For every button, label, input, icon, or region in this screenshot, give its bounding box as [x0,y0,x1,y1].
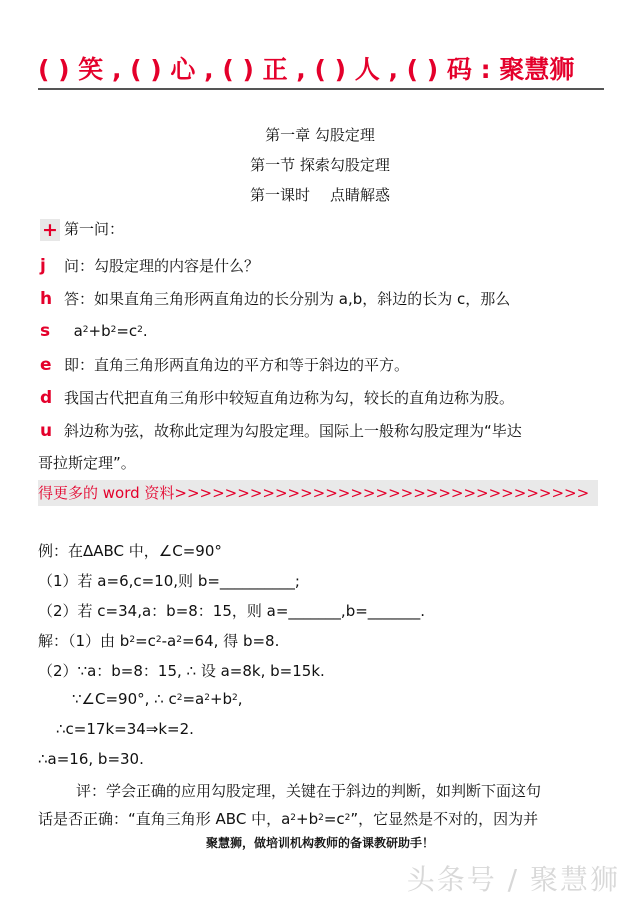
example-line: 例：在ΔABC 中，∠C=90° [38,542,222,560]
solution-line: 解：（1）由 $b^2=c^2-a^2=64$, 得 b=8. [38,632,280,650]
solution-line: ∴c=17k=34⇒k=2. [56,720,194,738]
divider [38,88,604,90]
bullet-mark: h [40,289,53,309]
bullet-mark: e [40,355,52,375]
lesson-label: 第一课时 [249,186,310,204]
explain-line-1: e 即：直角三角形两直角边的平方和等于斜边的平方。 [40,355,410,375]
solution-line: ∵∠C=90°, ∴ $c^2=a^2+b^2$, [72,690,243,708]
banner-title: ( ) 笑 , ( ) 心 , ( ) 正 , ( ) 人 , ( ) 码 : 聚慧狮 [38,55,575,84]
bullet-mark: s [40,321,51,341]
explain-line-2: d 我国古代把直角三角形中较短直角边称为勾，较长的直角边称为股。 [40,388,515,408]
lesson-subtitle: 点睛解惑 [330,186,391,204]
watermark: 头条号 / 聚慧狮 [406,863,620,896]
formula-line [40,321,148,341]
example-line: （1）若 a=6,c=10,则 b=__________; [38,572,300,590]
question-line [40,255,259,276]
solution-line: ∴a=16, b=30. [38,750,144,768]
chapter-title: 第一章 勾股定理 [265,126,375,144]
qa-intro-line [40,218,124,241]
bullet-mark: d [40,388,53,408]
promo-link[interactable]: 得更多的 word 资料>>>>>>>>>>>>>>>>>>>>>>>>>>>>>>>>> [38,480,598,506]
footer-slogan: 聚慧狮，做培训机构教师的备课教研助手！ [205,836,434,850]
comment-line: 评：学会正确的应用勾股定理，关键在于斜边的判断，如判断下面这句 [76,782,542,800]
question-text: 问：勾股定理的内容是什么？ [64,257,260,275]
plus-icon: + [40,219,60,241]
qa-intro: 第一问： [64,220,125,238]
comment-line: 话是否正确：“直角三角形 ABC 中，$a^2+b^2=c^2$”，它显然是不对的，因为并 [38,810,539,828]
answer-line [40,288,510,309]
example-line: （2）若 c=34,a：b=8：15，则 a=_______,b=_______. [38,602,426,620]
answer-text: 答：如果直角三角形两直角边的长分别为 a,b，斜边的长为 c，那么 [64,290,511,308]
solution-line: （2）∵a：b=8：15, ∴ 设 a=8k, b=15k. [38,662,325,680]
section-title: 第一节 探索勾股定理 [250,156,390,174]
explain-line-4: 哥拉斯定理”。 [38,454,136,472]
bullet-mark: j [40,256,46,276]
lesson-title [0,184,640,205]
bullet-mark: u [40,421,53,441]
pythagorean-formula: $a^2+b^2=c^2$. [73,322,148,340]
explain-line-3: u 斜边称为弦，故称此定理为勾股定理。国际上一般称勾股定理为“毕达 [40,421,522,441]
